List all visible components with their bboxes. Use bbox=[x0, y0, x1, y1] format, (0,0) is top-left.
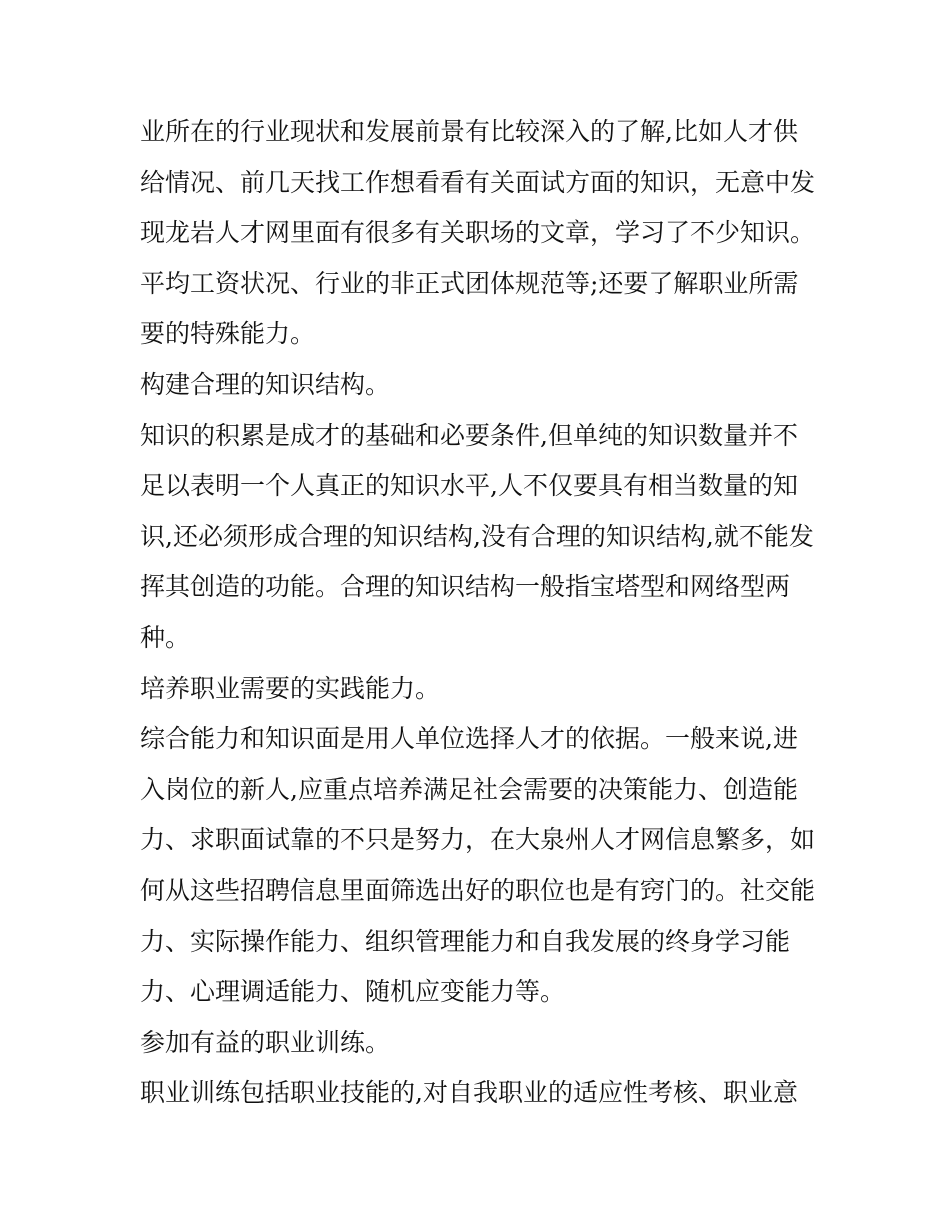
text-line: 何从这些招聘信息里面筛选出好的职位也是有窍门的。社交能 bbox=[140, 875, 816, 905]
document-body bbox=[140, 107, 820, 1119]
text-line: 力、求职面试靠的不只是努力，在大泉州人才网信息繁多，如 bbox=[140, 825, 816, 855]
text-line: 入岗位的新人,应重点培养满足社会需要的决策能力、创造能 bbox=[140, 774, 798, 804]
text-line: 业所在的行业现状和发展前景有比较深入的了解,比如人才供 bbox=[140, 117, 798, 146]
text-line: 职业训练包括职业技能的,对自我职业的适应性考核、职业意 bbox=[140, 1078, 798, 1108]
text-line: 足以表明一个人真正的知识水平,人不仅要具有相当数量的知 bbox=[140, 471, 798, 501]
text-line: 综合能力和知识面是用人单位选择人才的依据。一般来说,进 bbox=[140, 724, 798, 754]
text-line: 给情况、前几天找工作想看看有关面试方面的知识，无意中发 bbox=[140, 167, 816, 197]
text-line: 识,还必须形成合理的知识结构,没有合理的知识结构,就不能发 bbox=[140, 521, 814, 551]
text-line: 力、心理调适能力、随机应变能力等。 bbox=[140, 977, 566, 1007]
section-heading: 培养职业需要的实践能力。 bbox=[140, 673, 441, 703]
text-line: 现龙岩人才网里面有很多有关职场的文章，学习了不少知识。 bbox=[140, 218, 816, 248]
text-line: 种。 bbox=[140, 622, 191, 652]
text-line: 要的特殊能力。 bbox=[140, 319, 316, 349]
text-line: 平均工资状况、行业的非正式团体规范等;还要了解职业所需 bbox=[140, 268, 799, 298]
section-heading: 参加有益的职业训练。 bbox=[140, 1027, 391, 1057]
text-line: 挥其创造的功能。合理的知识结构一般指宝塔型和网络型两 bbox=[140, 572, 791, 602]
text-line: 力、实际操作能力、组织管理能力和自我发展的终身学习能 bbox=[140, 926, 791, 956]
section-heading: 构建合理的知识结构。 bbox=[140, 369, 391, 399]
text-line: 知识的积累是成才的基础和必要条件,但单纯的知识数量并不 bbox=[140, 420, 798, 450]
